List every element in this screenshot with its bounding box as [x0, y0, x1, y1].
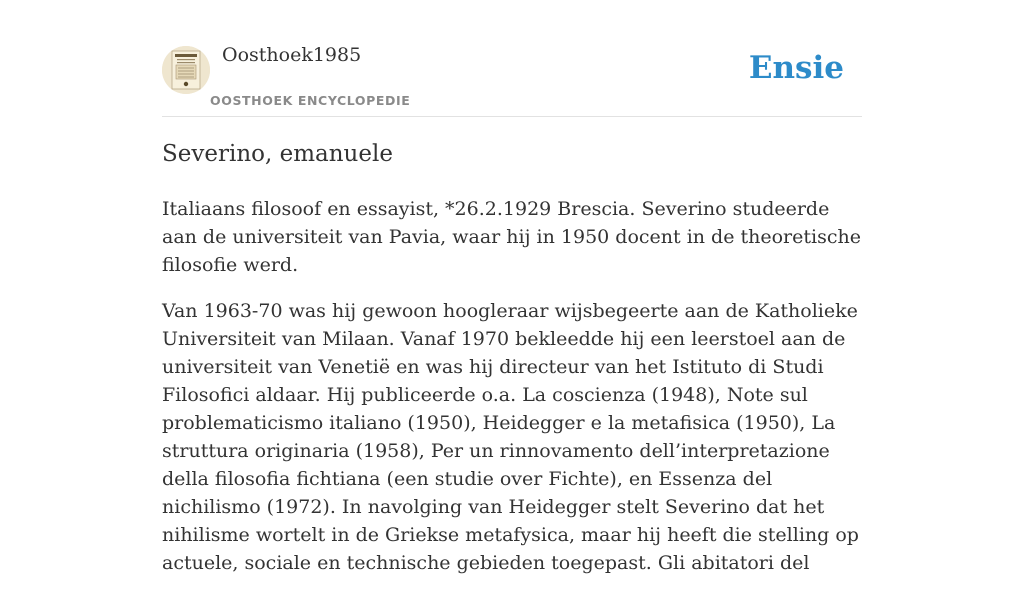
article-paragraph: Italiaans filosoof en essayist, *26.2.1929 Brescia. Severino studeerde aan de universiteit van Pavia, waar hij in 1950 docent in de theoretische filosofie werd. — [162, 198, 861, 276]
article — [162, 137, 862, 595]
publication-subtitle: OOSTHOEK ENCYCLOPEDIE — [210, 93, 411, 108]
header — [162, 0, 862, 117]
article-paragraph: Van 1963-70 was hij gewoon hoogleraar wijsbegeerte aan de Katholieke Universiteit van Milaan. Vanaf 1970 bekleedde hij een leerstoel aan de universiteit van Venetië en was hij directeur van het Istituto di Studi Filosofici aldaar. Hij publiceerde o.a. La coscienza (1948), Note sul problematicismo italiano (1950), Heidegger e la metafisica (1950), La struttura originaria (1958), Per un rinnovamento dell’interpretazione della filosofia fichtiana (een studie over Fichte), en Essenza del nichilismo (1972). In navolging van Heidegger stelt Severino dat het nihilisme wortelt in de Griekse metafysica, maar hij heeft die stelling op actuele, sociale en technische gebieden toegepast. Gli abitatori del — [162, 300, 859, 574]
brand-logo-link[interactable]: Ensie — [748, 50, 844, 86]
article-title: Severino, emanuele — [162, 141, 393, 167]
book-cover-icon — [162, 46, 210, 94]
account-name[interactable]: Oosthoek1985 — [222, 44, 362, 66]
avatar[interactable] — [162, 46, 210, 94]
